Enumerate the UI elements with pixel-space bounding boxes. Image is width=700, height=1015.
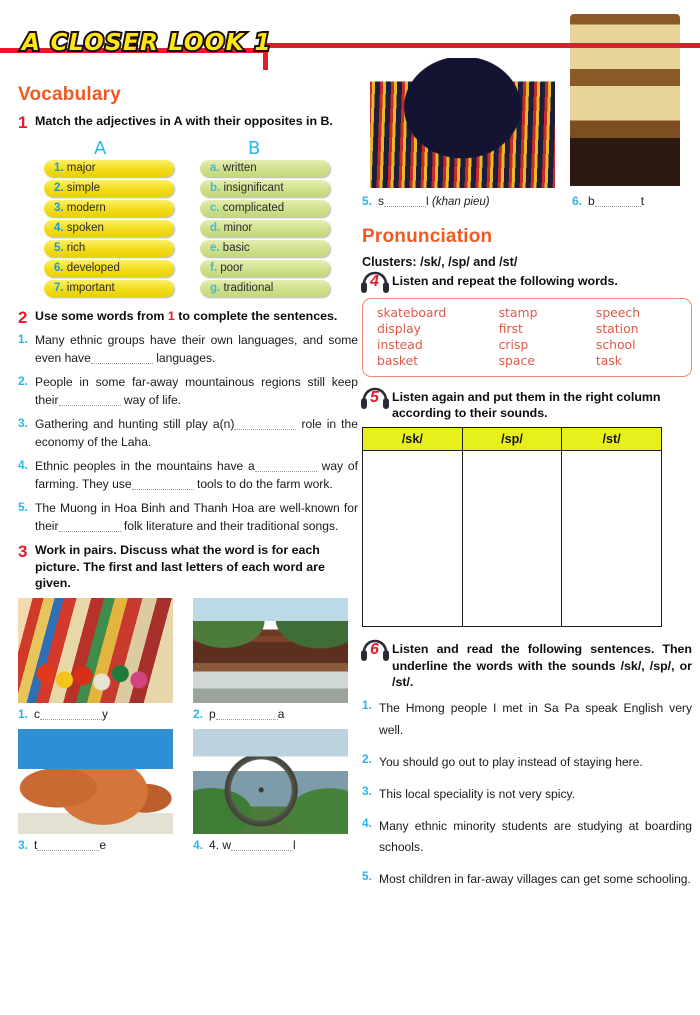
item-text (35, 374, 358, 409)
word-first-letter: 4. w (209, 837, 232, 852)
picture-label-5 (362, 194, 542, 208)
exercise-2-items (18, 332, 358, 535)
pill-b6[interactable] (200, 260, 330, 277)
item-text-c: tools to do the farm work. (196, 476, 333, 491)
exercise-4-instruction: Listen and repeat the following words. (392, 274, 618, 288)
word: instead (377, 336, 423, 352)
exercise-1 (18, 113, 358, 133)
word-column-3 (596, 305, 681, 369)
pill-word: complicated (222, 201, 285, 214)
word-last-letter: l (293, 837, 296, 852)
answer-blank[interactable] (132, 489, 194, 490)
pill-b3[interactable] (200, 200, 330, 217)
picture-row-2 (18, 729, 358, 834)
answer-blank[interactable] (59, 405, 121, 406)
list-item (362, 869, 692, 890)
word-first-letter: c (34, 706, 41, 721)
item-number: 3. (18, 416, 28, 431)
word-blank[interactable] (384, 206, 426, 207)
exercise-4 (362, 273, 692, 293)
pill-a6[interactable] (44, 260, 174, 277)
item-text-a: Ethnic peoples in the mountains have a (35, 459, 255, 474)
list-item (18, 416, 358, 451)
word-last-letter: a (277, 706, 285, 721)
pill-key: 3. (54, 201, 64, 214)
item-text-a: Gathering and hunting still play a(n) (35, 417, 235, 432)
word: basket (377, 352, 419, 368)
left-column (18, 84, 358, 860)
picture-grid (18, 598, 358, 852)
clusters-label: Clusters: /sk/, /sp/ and /st/ (362, 255, 518, 269)
word-first-letter: t (34, 837, 38, 852)
vocabulary-heading: Vocabulary (18, 84, 122, 105)
headphone-icon (362, 389, 392, 409)
picture-number: 5. (362, 194, 373, 208)
word-column-2 (499, 305, 596, 369)
exercise-1-number: 1 (18, 113, 28, 132)
pill-word: basic (222, 241, 250, 254)
word-hint: (khan pieu) (432, 196, 490, 208)
headphone-icon (362, 641, 392, 661)
item-number: 5. (18, 500, 28, 515)
item-text-b: role in the economy of the Laha. (35, 417, 358, 449)
pill-word: traditional (223, 281, 274, 294)
item-text-a: The Muong in Hoa Binh and Thanh Hoa are well-known for their (35, 501, 358, 533)
picture-label-row-1 (18, 707, 358, 721)
picture-number: 2. (193, 706, 204, 721)
column-header-sp: /sp/ (462, 428, 562, 451)
exercise-3-number: 3 (18, 542, 28, 562)
word: school (595, 336, 636, 352)
exercise-6-instruction: Listen and read the following sentences. Then underline the words with the sounds /sk/, /sp/, or /st/. (392, 642, 692, 689)
pill-key: 1. (54, 161, 64, 174)
item-text-b: languages. (156, 350, 216, 365)
item-text (35, 332, 358, 367)
headphone-icon (362, 273, 392, 293)
pill-word: important (66, 281, 115, 294)
palace-temple-photo (193, 598, 348, 703)
pronunciation-heading: Pronunciation (362, 226, 493, 247)
item-number: 5. (362, 869, 372, 884)
item-text-a: Many ethnic groups have their own languages, and some even have (35, 333, 358, 365)
item-text-b: way of farming. They use (35, 459, 358, 491)
picture-number: 1. (18, 706, 29, 721)
list-item (362, 784, 692, 805)
instr-ref: 1 (167, 308, 175, 323)
word: station (595, 320, 639, 336)
exercise-6 (362, 641, 692, 690)
picture-label-row-2 (18, 838, 358, 852)
pill-b7[interactable] (200, 280, 330, 297)
instr-part1: Use some words from (35, 308, 165, 323)
word-blank[interactable] (231, 850, 293, 851)
word-blank[interactable] (216, 719, 278, 720)
matching-lists (18, 138, 358, 300)
pill-key: 5. (54, 241, 64, 254)
word: crisp (498, 336, 529, 352)
exercise-5 (362, 389, 692, 422)
item-number: 2. (18, 374, 28, 389)
pill-key: 7. (54, 281, 64, 294)
item-text-b: folk literature and their traditional songs. (123, 518, 339, 533)
right-column (362, 10, 692, 897)
pill-word: written (222, 161, 257, 174)
pill-key: a. (210, 161, 220, 174)
list-item (18, 332, 358, 367)
list-item (18, 374, 358, 409)
cell-sp[interactable] (462, 451, 562, 627)
item-text-b: way of life. (123, 392, 182, 407)
pill-key: g. (210, 281, 221, 294)
pill-a5[interactable] (44, 240, 174, 257)
item-number: 1. (362, 698, 372, 713)
column-a-label: A (94, 137, 107, 159)
pill-word: major (66, 161, 96, 174)
exercise-3-instruction: Work in pairs. Discuss what the word is for each picture. The first and last letters of each word are given. (35, 543, 325, 591)
word-last-letter: l (426, 194, 429, 208)
exercise-3 (18, 542, 358, 591)
word-last-letter: e (99, 837, 107, 852)
pill-word: spoken (66, 221, 104, 234)
page-title: A CLOSER LOOK 1 (22, 30, 272, 56)
cell-st[interactable] (562, 451, 662, 627)
item-number: 2. (362, 751, 372, 766)
pill-a4[interactable] (44, 220, 174, 237)
pill-word: rich (66, 241, 86, 254)
list-item (362, 752, 692, 773)
answer-blank[interactable] (59, 531, 121, 532)
pill-a1[interactable] (44, 160, 174, 177)
list-item (362, 698, 692, 740)
word-first-letter: s (378, 194, 385, 208)
word-first-letter: b (588, 194, 595, 208)
exercise-6-items (362, 698, 692, 890)
water-wheel-photo (193, 729, 348, 834)
item-text: Many ethnic minority students are studying at boarding schools. (379, 819, 692, 855)
picture-row-1 (18, 598, 358, 703)
pill-a3[interactable] (44, 200, 174, 217)
cell-sk[interactable] (363, 451, 463, 627)
word-blank[interactable] (37, 850, 99, 851)
pill-word: insignificant (223, 181, 284, 194)
pill-key: c. (210, 201, 220, 214)
pill-word: simple (66, 181, 101, 194)
item-text: This local speciality is not very spicy. (379, 786, 576, 801)
item-text (35, 458, 358, 493)
exercise-2 (18, 308, 358, 328)
picture-label-2 (193, 707, 348, 721)
item-number: 1. (18, 332, 28, 347)
picture-number: 3. (18, 837, 29, 852)
exercise-1-instruction: Match the adjectives in A with their opposites in B. (35, 114, 333, 128)
column-b-pills (200, 160, 330, 300)
exercise-2-instruction (35, 308, 358, 324)
picture-label-6 (572, 194, 682, 208)
list-item (18, 500, 358, 535)
item-number: 3. (362, 783, 372, 798)
word-blank[interactable] (40, 719, 102, 720)
answer-blank[interactable] (234, 429, 296, 430)
pill-key: b. (210, 181, 221, 194)
word-last-letter: t (640, 194, 645, 208)
pill-b4[interactable] (200, 220, 330, 237)
picture-number: 6. (572, 194, 583, 208)
picture-label-1 (18, 707, 173, 721)
pill-key: d. (210, 221, 221, 234)
table-header-row (363, 428, 662, 451)
word-blank[interactable] (595, 206, 641, 207)
picture-label-4 (193, 838, 348, 852)
exercise-5-instruction: Listen again and put them in the right column according to their sounds. (392, 389, 661, 420)
picture-number: 4. (193, 837, 204, 852)
festival-procession-photo (18, 598, 173, 703)
pill-key: 2. (54, 181, 64, 194)
pill-a7[interactable] (44, 280, 174, 297)
list-item (362, 816, 692, 858)
word: speech (595, 305, 641, 320)
column-b-label: B (248, 137, 261, 159)
word-list-box (362, 298, 692, 377)
answer-blank[interactable] (255, 471, 317, 472)
item-text-a: People in some far-away mountainous regions still keep their (35, 375, 358, 407)
item-text: The Hmong people I met in Sa Pa speak English very well. (379, 701, 692, 737)
sound-sorting-table (362, 427, 662, 627)
item-text: You should go out to play instead of staying here. (379, 754, 643, 769)
word-column-1 (377, 305, 499, 369)
item-text (35, 416, 358, 451)
instr-part2: to complete the sentences. (178, 308, 338, 323)
pill-word: developed (66, 261, 120, 274)
pill-word: minor (223, 221, 253, 234)
column-header-sk: /sk/ (363, 428, 463, 451)
pill-key: 6. (54, 261, 64, 274)
item-number: 4. (18, 458, 28, 473)
pill-b5[interactable] (200, 240, 330, 257)
pill-b1[interactable] (200, 160, 330, 177)
pill-key: e. (210, 241, 220, 254)
item-number: 4. (362, 816, 372, 830)
pill-word: poor (220, 261, 244, 274)
word-last-letter: y (102, 706, 109, 721)
picture-label-row-3 (362, 194, 692, 208)
picture-label-3 (18, 838, 173, 852)
word: first (498, 320, 523, 336)
answer-blank[interactable] (91, 363, 153, 364)
item-text (35, 500, 358, 535)
exercise-5-number: 5 (370, 388, 379, 406)
word: display (377, 320, 421, 336)
pill-word: modern (66, 201, 106, 214)
word: space (498, 352, 535, 368)
table-row (363, 451, 662, 627)
exercise-2-number: 2 (18, 307, 28, 327)
word: task (595, 352, 622, 368)
column-a-pills (44, 160, 174, 300)
column-header-st: /st/ (562, 428, 662, 451)
exercise-4-number: 4 (370, 273, 379, 290)
word: skateboard (377, 305, 447, 320)
list-item (18, 458, 358, 493)
pill-a2[interactable] (44, 180, 174, 197)
pill-key: f. (210, 261, 218, 274)
exercise-6-number: 6 (370, 641, 379, 659)
pill-key: 4. (54, 221, 64, 234)
word-first-letter: p (209, 706, 216, 721)
cham-towers-photo (18, 729, 173, 834)
word: stamp (498, 305, 538, 320)
item-text: Most children in far-away villages can get some schooling. (379, 872, 691, 887)
pill-b2[interactable] (200, 180, 330, 197)
